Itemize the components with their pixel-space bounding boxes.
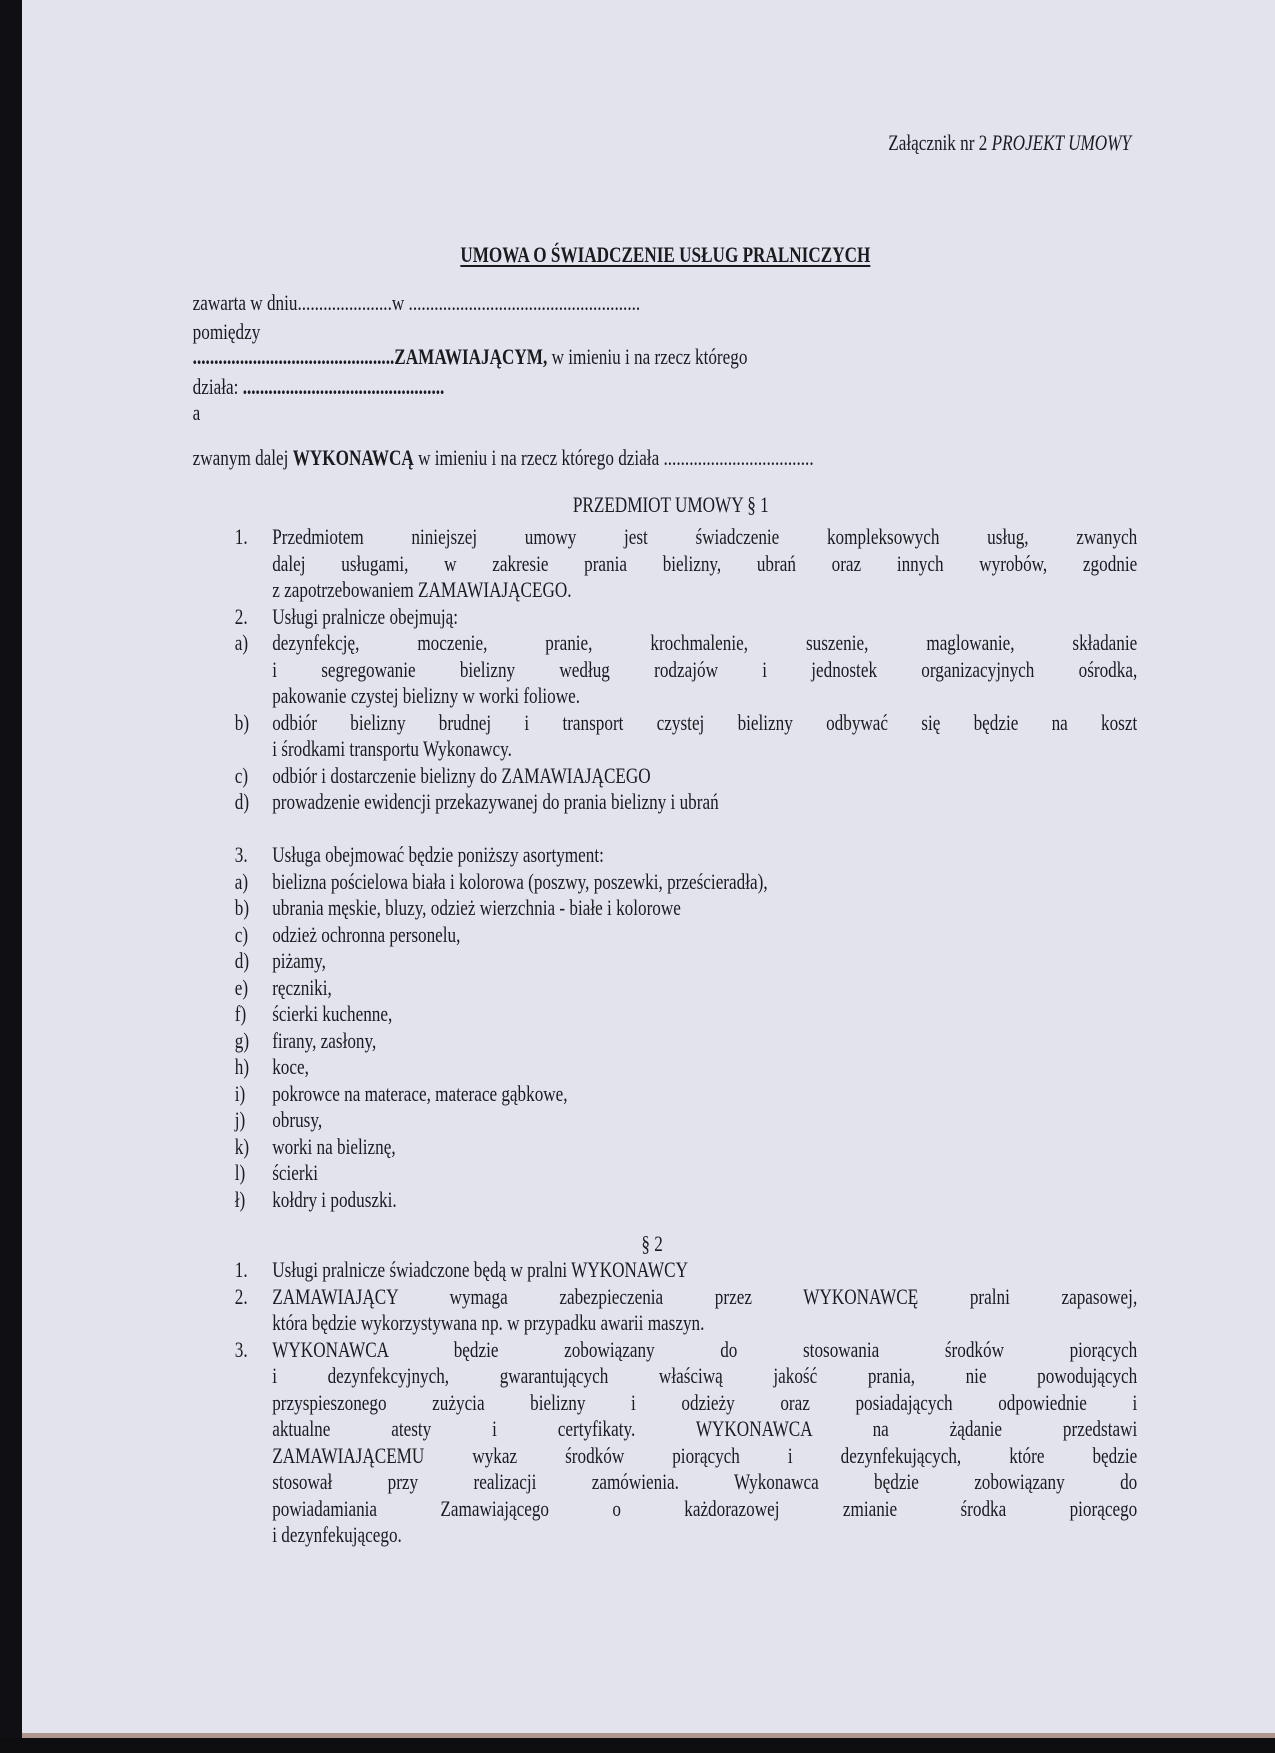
list-item — [235, 1081, 1137, 1108]
list-marker: 1. — [234, 1257, 248, 1282]
list-item-text — [272, 763, 1137, 790]
list-marker: g) — [234, 1027, 250, 1053]
list-item — [235, 1284, 1137, 1337]
list-item-text — [272, 1257, 1137, 1284]
list-item — [235, 630, 1137, 710]
list-marker: c) — [234, 921, 249, 947]
text-line: bielizna pościelowa biała i kolorowa (poszwy, poszewki, prześcieradła), — [272, 868, 768, 894]
list-marker: 3. — [234, 1336, 248, 1362]
text-line: i dezynfekcyjnych, gwarantujących właściwą jakość prania, nie powodujących — [272, 1363, 1138, 1388]
text-line: i środkami transportu Wykonawcy. — [272, 736, 512, 761]
text-line: i dezynfekującego. — [272, 1522, 402, 1547]
section2-list — [235, 1257, 1137, 1549]
text-line: odbiór i dostarczenie bielizny do ZAMAWIAJĄCEGO — [272, 762, 651, 788]
list-marker: c) — [234, 762, 249, 788]
list-item — [235, 524, 1137, 604]
list-marker: 2. — [234, 603, 248, 629]
text-line: odzież ochronna personelu, — [272, 921, 461, 947]
list-item — [235, 1337, 1137, 1549]
list-item — [235, 1187, 1137, 1214]
acts-label: działa: — [192, 374, 243, 399]
representative-blank: ............................................... — [242, 374, 445, 399]
list-item — [235, 1107, 1137, 1134]
list-item-text — [272, 869, 1137, 896]
text-line: Przedmiotem niniejszej umowy jest świadczenie kompleksowych usług, zwanych — [272, 524, 1138, 549]
text-line: prowadzenie ewidencji przekazywanej do prania bielizny i ubrań — [272, 789, 719, 814]
text-line: i segregowanie bielizny według rodzajów i jednostek organizacyjnych ośrodka, — [272, 656, 1138, 682]
text-line: obrusy, — [272, 1107, 323, 1132]
section1-heading: PRZEDMIOT UMOWY § 1 — [572, 492, 769, 517]
list-marker: ł) — [234, 1186, 246, 1212]
text-line: powiadamiania Zamawiającego o każdorazowej zmianie środka piorącego — [272, 1495, 1138, 1521]
list-item-text — [272, 1081, 1137, 1108]
list-item-text — [272, 604, 1137, 631]
text-line: ubrania męskie, bluzy, odzież wierzchnia - białe i kolorowe — [272, 895, 681, 920]
document-title: UMOWA O ŚWIADCZENIE USŁUG PRALNICZYCH — [460, 242, 871, 267]
list-item-text — [272, 1054, 1137, 1081]
text-line: WYKONAWCA będzie zobowiązany do stosowania środków piorących — [272, 1336, 1138, 1362]
list-item-text — [272, 1284, 1137, 1337]
list-item — [235, 604, 1137, 631]
text-line: kołdry i poduszki. — [272, 1186, 397, 1212]
list-item-text — [272, 630, 1137, 710]
list-item — [235, 1028, 1137, 1055]
list-item — [235, 1257, 1137, 1284]
list-item — [235, 842, 1137, 869]
client-representative-line — [193, 374, 445, 400]
list-marker: e) — [234, 974, 249, 1000]
list-marker: 1. — [234, 524, 248, 549]
text-line: pokrowce na materace, materace gąbkowe, — [272, 1080, 568, 1106]
text-line: aktualne atesty i certyfikaty. WYKONAWCA na żądanie przedstawi — [272, 1416, 1138, 1441]
client-line-text: w imieniu i na rzecz którego — [547, 344, 748, 369]
text-line: ZAMAWIAJĄCEMU wykaz środków piorących i dezynfekujących, które będzie — [272, 1442, 1138, 1468]
list-marker: j) — [234, 1107, 246, 1132]
list-marker: 3. — [234, 842, 248, 867]
attachment-number: Załącznik nr 2 — [888, 130, 988, 155]
list-item — [235, 975, 1137, 1002]
list-item — [235, 922, 1137, 949]
list-item — [235, 1160, 1137, 1187]
list-marker: d) — [234, 789, 250, 814]
list-marker: b) — [234, 709, 250, 735]
list-item-text — [272, 1028, 1137, 1055]
list-item — [235, 1001, 1137, 1028]
section2-heading: § 2 — [641, 1231, 663, 1256]
list-marker: f) — [234, 1001, 247, 1026]
client-name-blank: ............................................... — [192, 344, 395, 369]
list-item-text — [272, 710, 1137, 763]
text-line: worki na bieliznę, — [272, 1133, 396, 1159]
text-line: firany, zasłony, — [272, 1027, 377, 1053]
text-line: ZAMAWIAJĄCY wymaga zabezpieczenia przez WYKONAWCĘ pralni zapasowej, — [272, 1283, 1138, 1309]
list-item-text — [272, 1107, 1137, 1134]
list-item — [235, 948, 1137, 975]
list-item — [235, 895, 1137, 922]
list-item-text — [272, 789, 1137, 816]
text-line: pakowanie czystej bielizny w worki foliowe. — [272, 683, 581, 708]
list-item — [235, 763, 1137, 790]
client-line — [193, 344, 748, 370]
list-item — [235, 789, 1137, 816]
list-item-text — [272, 975, 1137, 1002]
list-marker: i) — [234, 1080, 246, 1106]
assortment-list — [235, 842, 1137, 1213]
list-marker: h) — [234, 1054, 250, 1079]
list-item-text — [272, 948, 1137, 975]
list-marker: a) — [234, 868, 249, 894]
text-line: stosował przy realizacji zamówienia. Wykonawca będzie zobowiązany do — [272, 1469, 1138, 1494]
attachment-type: PROJEKT UMOWY — [991, 130, 1131, 155]
text-line: dezynfekcję, moczenie, pranie, krochmalenie, suszenie, maglowanie, składanie — [272, 630, 1138, 655]
text-line: przyspieszonego zużycia bielizny i odzieży oraz posiadających odpowiednie i — [272, 1389, 1138, 1415]
text-line: dalej usługami, w zakresie prania bielizny, ubrań oraz innych wyrobów, zgodnie — [272, 550, 1138, 576]
list-marker: d) — [234, 948, 250, 973]
text-line: koce, — [272, 1054, 309, 1079]
list-item — [235, 1054, 1137, 1081]
between-label: pomiędzy — [192, 319, 261, 344]
client-role: ZAMAWIAJĄCYM, — [394, 344, 548, 369]
text-line: Usługa obejmować będzie poniższy asortyment: — [272, 842, 604, 867]
text-line: ścierki — [272, 1160, 318, 1185]
contractor-line-start: zwanym dalej — [192, 445, 293, 470]
list-item-text — [272, 1001, 1137, 1028]
contractor-role: WYKONAWCĄ — [292, 445, 414, 470]
contractor-line-rest: w imieniu i na rzecz którego działa ................................... — [413, 445, 814, 470]
list-marker: b) — [234, 895, 250, 920]
list-item — [235, 710, 1137, 763]
text-line: która będzie wykorzystywana np. w przypadku awarii maszyn. — [272, 1310, 705, 1335]
list-marker: a) — [234, 630, 249, 655]
list-item-text — [272, 1134, 1137, 1161]
list-item-text — [272, 1160, 1137, 1187]
text-line: piżamy, — [272, 948, 326, 973]
text-line: ścierki kuchenne, — [272, 1001, 393, 1026]
contract-date-line: zawarta w dniu......................w ...................................................... — [192, 290, 641, 315]
list-item-text — [272, 1187, 1137, 1214]
list-item-text — [272, 524, 1137, 604]
contractor-line — [193, 445, 814, 471]
text-line: odbiór bielizny brudnej i transport czystej bielizny odbywać się będzie na koszt — [272, 709, 1138, 735]
text-line: Usługi pralnicze świadczone będą w pralni WYKONAWCY — [272, 1257, 688, 1282]
text-line: Usługi pralnicze obejmują: — [272, 603, 459, 629]
list-item — [235, 1134, 1137, 1161]
section1-list — [235, 524, 1137, 816]
text-line: ręczniki, — [272, 974, 332, 1000]
list-marker: k) — [234, 1133, 250, 1159]
list-item-text — [272, 895, 1137, 922]
and-label: a — [192, 400, 201, 425]
list-item — [235, 869, 1137, 896]
list-marker: l) — [234, 1160, 246, 1185]
list-item-text — [272, 842, 1137, 869]
attachment-label — [888, 130, 1131, 156]
list-marker: 2. — [234, 1283, 248, 1309]
text-line: z zapotrzebowaniem ZAMAWIAJĄCEGO. — [272, 577, 572, 602]
list-item-text — [272, 1337, 1137, 1549]
list-item-text — [272, 922, 1137, 949]
